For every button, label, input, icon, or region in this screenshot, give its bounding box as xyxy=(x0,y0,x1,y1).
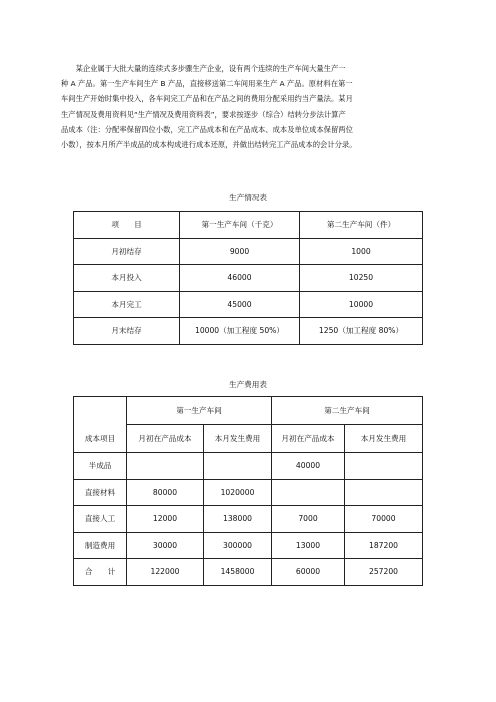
table-cell: 10000 xyxy=(300,291,423,318)
table-cell: 1000 xyxy=(300,238,423,265)
table-row xyxy=(74,318,423,345)
table-header-row xyxy=(74,212,423,239)
table-cell: 本月完工 xyxy=(74,291,180,318)
problem-line: 某企业属于大批大量的连续式多步骤生产企业，设有两个连续的生产车间大量生产一 xyxy=(61,64,346,73)
table-cell: 10000（加工程度 50%） xyxy=(180,318,300,345)
problem-line: 品成本（注：分配率保留四位小数，完工产品成本和在产品成本、成本及单位成本保留两位 xyxy=(61,124,353,134)
table-cell: 60000 xyxy=(272,559,345,586)
problem-line: 车间生产开始时集中投入，各车间完工产品和在产品之间的费用分配采用约当产量法。某月 xyxy=(61,94,353,104)
table-cell: 13000 xyxy=(272,532,345,559)
table-cell: 138000 xyxy=(204,506,272,533)
table-row xyxy=(74,559,423,586)
table-header-row xyxy=(74,397,423,425)
table-subheader-row xyxy=(74,425,423,453)
workshop2-header: 第二生产车间 xyxy=(272,397,423,425)
problem-text xyxy=(61,61,435,152)
cost-table-caption: 生产费用表 xyxy=(229,380,267,389)
subheader-cell: 月初在产品成本 xyxy=(272,425,345,453)
table-row xyxy=(74,532,423,559)
workshop1-header: 第一生产车间 xyxy=(127,397,272,425)
table-cell: 46000 xyxy=(180,265,300,292)
table-cell: 30000 xyxy=(127,532,204,559)
table-row xyxy=(74,506,423,533)
table-cell xyxy=(204,453,272,480)
header-cell xyxy=(74,397,127,425)
table-cell: 10250 xyxy=(300,265,423,292)
table-row xyxy=(74,453,423,480)
table-cell: 7000 xyxy=(272,506,345,533)
header-cell: 第二生产车间（件） xyxy=(300,212,423,239)
table-cell xyxy=(345,453,423,480)
table-row xyxy=(74,265,423,292)
table-row xyxy=(74,479,423,506)
cost-table xyxy=(73,396,423,586)
header-cell: 第一生产车间（千克） xyxy=(180,212,300,239)
table-cell: 本月投入 xyxy=(74,265,180,292)
table-cell: 80000 xyxy=(127,479,204,506)
table-cell: 半成品 xyxy=(74,453,127,480)
table-cell: 直接材料 xyxy=(74,479,127,506)
subheader-cell: 本月发生费用 xyxy=(345,425,423,453)
header-cell: 项 目 xyxy=(74,212,180,239)
table-cell xyxy=(345,479,423,506)
table-cell: 257200 xyxy=(345,559,423,586)
production-table-caption: 生产情况表 xyxy=(229,193,267,202)
item-header: 成本项目 xyxy=(74,425,127,453)
table-cell xyxy=(127,453,204,480)
problem-line: 小数），按本月所产半成品的成本构成进行成本还原，并做出结转完工产品成本的会计分录。 xyxy=(61,140,357,150)
table-cell: 45000 xyxy=(180,291,300,318)
table-cell: 187200 xyxy=(345,532,423,559)
table-cell: 制造费用 xyxy=(74,532,127,559)
table-cell: 70000 xyxy=(345,506,423,533)
table-cell: 月初结存 xyxy=(74,238,180,265)
table-row xyxy=(74,291,423,318)
table-cell: 1250（加工程度 80%） xyxy=(300,318,423,345)
subheader-cell: 月初在产品成本 xyxy=(127,425,204,453)
table-cell: 122000 xyxy=(127,559,204,586)
table-cell: 40000 xyxy=(272,453,345,480)
table-cell: 月末结存 xyxy=(74,318,180,345)
table-row xyxy=(74,238,423,265)
problem-line: 生产情况及费用资料见“生产情况及费用资料表”，要求按逐步（综合）结转分步法计算产 xyxy=(61,109,346,119)
problem-line: 种 A 产品。第一生产车间生产 B 产品，直接移送第二车间用来生产 A 产品。原材料在第一 xyxy=(61,79,353,89)
table-cell: 直接人工 xyxy=(74,506,127,533)
table-cell: 1020000 xyxy=(204,479,272,506)
table-cell: 9000 xyxy=(180,238,300,265)
subheader-cell: 本月发生费用 xyxy=(204,425,272,453)
table-cell: 12000 xyxy=(127,506,204,533)
table-cell: 300000 xyxy=(204,532,272,559)
table-cell xyxy=(272,479,345,506)
table-cell: 1458000 xyxy=(204,559,272,586)
production-table xyxy=(73,211,423,345)
table-cell: 合 计 xyxy=(74,559,127,586)
